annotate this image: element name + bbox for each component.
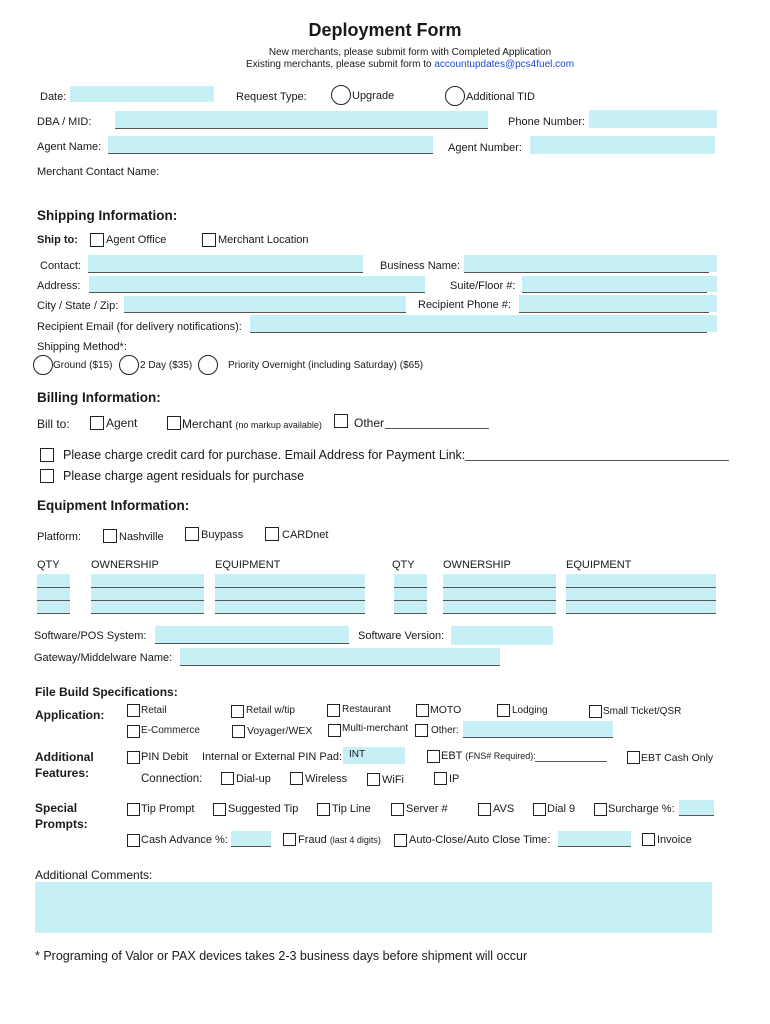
bill-agent-checkbox[interactable] bbox=[90, 416, 104, 430]
merchant-location-checkbox[interactable] bbox=[202, 233, 216, 247]
fraud-text: Fraud bbox=[298, 834, 327, 846]
application-label: Application: bbox=[35, 708, 105, 722]
fraud-label bbox=[298, 834, 381, 846]
agent-residuals-checkbox[interactable] bbox=[40, 469, 54, 483]
phone-number-field[interactable] bbox=[589, 110, 717, 128]
bill-merchant-checkbox[interactable] bbox=[167, 416, 181, 430]
ebt-cash-only-checkbox[interactable] bbox=[627, 751, 640, 764]
grid-line bbox=[215, 587, 365, 588]
small-ticket-checkbox[interactable] bbox=[589, 705, 602, 718]
merchant-contact-label: Merchant Contact Name: bbox=[37, 166, 160, 178]
wifi-label: WiFi bbox=[382, 774, 404, 786]
dba-mid-label: DBA / MID: bbox=[37, 116, 92, 128]
software-version-label: Software Version: bbox=[358, 630, 445, 642]
contact-label: Contact: bbox=[40, 260, 81, 272]
shipping-method-label: Shipping Method*: bbox=[37, 341, 127, 353]
upgrade-label: Upgrade bbox=[352, 90, 395, 102]
grid-line bbox=[91, 600, 204, 601]
additional-tid-label: Additional TID bbox=[466, 91, 535, 103]
grid-line bbox=[394, 600, 427, 601]
grid-line bbox=[394, 587, 427, 588]
retail-tip-checkbox[interactable] bbox=[231, 705, 244, 718]
right-qty-field[interactable] bbox=[394, 574, 427, 614]
nashville-checkbox[interactable] bbox=[103, 529, 117, 543]
moto-checkbox[interactable] bbox=[416, 704, 429, 717]
grid-line bbox=[566, 600, 716, 601]
ground-label: Ground ($15) bbox=[53, 360, 113, 371]
ebt-fns-underline[interactable] bbox=[535, 761, 607, 762]
priority-overnight-radio[interactable] bbox=[198, 355, 218, 375]
suite-floor-underline bbox=[522, 292, 707, 293]
cash-advance-field[interactable] bbox=[231, 831, 271, 846]
recipient-phone-field[interactable] bbox=[519, 295, 717, 312]
invoice-checkbox[interactable] bbox=[642, 833, 655, 846]
multi-merchant-label: Multi-merchant bbox=[342, 723, 409, 734]
city-state-zip-label: City / State / Zip: bbox=[37, 300, 119, 312]
additional-comments-label: Additional Comments: bbox=[35, 868, 153, 882]
ground-radio[interactable] bbox=[33, 355, 53, 375]
grid-line bbox=[394, 613, 427, 614]
credit-card-checkbox[interactable] bbox=[40, 448, 54, 462]
grid-line bbox=[37, 600, 70, 601]
right-ownership-field[interactable] bbox=[443, 574, 556, 614]
dialup-label: Dial-up bbox=[236, 773, 271, 785]
two-day-radio[interactable] bbox=[119, 355, 139, 375]
city-state-zip-field[interactable] bbox=[124, 296, 406, 312]
billing-heading: Billing Information: bbox=[37, 390, 161, 405]
left-equipment-field[interactable] bbox=[215, 574, 365, 614]
cash-advance-underline bbox=[231, 846, 271, 847]
cash-advance-label: Cash Advance %: bbox=[141, 834, 228, 846]
contact-field[interactable] bbox=[88, 255, 363, 272]
agent-residuals-label: Please charge agent residuals for purchase bbox=[63, 469, 305, 483]
file-build-heading: File Build Specifications: bbox=[35, 685, 178, 699]
suite-floor-label: Suite/Floor #: bbox=[450, 280, 516, 292]
left-equipment-header: EQUIPMENT bbox=[215, 559, 281, 571]
avs-label: AVS bbox=[493, 803, 515, 815]
recipient-phone-underline bbox=[519, 312, 709, 313]
left-qty-header: QTY bbox=[37, 559, 60, 571]
wireless-label: Wireless bbox=[305, 773, 348, 785]
tip-prompt-label: Tip Prompt bbox=[141, 803, 195, 815]
software-pos-label: Software/POS System: bbox=[34, 630, 147, 642]
left-ownership-field[interactable] bbox=[91, 574, 204, 614]
invoice-label: Invoice bbox=[657, 834, 692, 846]
tip-line-label: Tip Line bbox=[332, 803, 371, 815]
right-equipment-header: EQUIPMENT bbox=[566, 559, 632, 571]
pin-pad-label: Internal or External PIN Pad: bbox=[202, 751, 343, 763]
suite-floor-field[interactable] bbox=[522, 276, 717, 292]
cardnet-label: CARDnet bbox=[282, 529, 329, 541]
moto-label: MOTO bbox=[430, 704, 462, 716]
agent-name-underline bbox=[108, 153, 433, 154]
lodging-checkbox[interactable] bbox=[497, 704, 510, 717]
grid-line bbox=[566, 613, 716, 614]
voyager-label: Voyager/WEX bbox=[247, 725, 313, 737]
other-app-underline bbox=[463, 737, 613, 738]
cash-advance-checkbox[interactable] bbox=[127, 834, 140, 847]
priority-overnight-label: Priority Overnight (including Saturday) ($65) bbox=[228, 360, 424, 371]
pin-debit-checkbox[interactable] bbox=[127, 751, 140, 764]
suggested-tip-label: Suggested Tip bbox=[228, 803, 299, 815]
email-link[interactable]: accountupdates@pcs4fuel.com bbox=[434, 59, 575, 70]
business-name-field[interactable] bbox=[464, 255, 717, 272]
recipient-phone-label: Recipient Phone #: bbox=[418, 299, 511, 311]
ebt-label bbox=[441, 750, 536, 762]
buypass-checkbox[interactable] bbox=[185, 527, 199, 541]
recipient-email-underline bbox=[250, 332, 707, 333]
fraud-note: (last 4 digits) bbox=[329, 835, 381, 845]
special-prompts-label-1: Special bbox=[35, 801, 78, 815]
phone-number-label: Phone Number: bbox=[508, 116, 586, 128]
suggested-tip-checkbox[interactable] bbox=[213, 803, 226, 816]
ship-to-label: Ship to: bbox=[37, 234, 78, 246]
special-prompts-label-2: Prompts: bbox=[35, 817, 88, 831]
footer-note: * Programing of Valor or PAX devices takes 2-3 business days before shipment will occur bbox=[35, 949, 528, 963]
page-title: Deployment Form bbox=[308, 20, 462, 40]
upgrade-radio[interactable] bbox=[331, 85, 351, 105]
recipient-email-field[interactable] bbox=[250, 315, 717, 332]
server-checkbox[interactable] bbox=[391, 803, 404, 816]
bill-other-label: Other bbox=[354, 416, 385, 430]
surcharge-checkbox[interactable] bbox=[594, 803, 607, 816]
retail-tip-label: Retail w/tip bbox=[246, 705, 295, 716]
header-line-1: New merchants, please submit form with Completed Application bbox=[268, 47, 552, 58]
left-qty-field[interactable] bbox=[37, 574, 70, 614]
right-equipment-field[interactable] bbox=[566, 574, 716, 614]
bill-other-underline[interactable] bbox=[385, 428, 489, 429]
contact-underline bbox=[88, 272, 363, 273]
agent-name-field[interactable] bbox=[108, 136, 433, 153]
grid-line bbox=[443, 613, 556, 614]
auto-close-field[interactable] bbox=[558, 831, 631, 846]
equipment-heading: Equipment Information: bbox=[37, 498, 190, 513]
avs-checkbox[interactable] bbox=[478, 803, 491, 816]
dba-mid-field[interactable] bbox=[115, 111, 488, 128]
agent-number-field[interactable] bbox=[530, 136, 715, 154]
bill-merchant-note: (no markup available) bbox=[235, 420, 322, 430]
gateway-label: Gateway/Middelware Name: bbox=[34, 652, 173, 664]
bill-merchant-text: Merchant bbox=[182, 417, 233, 431]
other-app-field[interactable] bbox=[463, 721, 613, 737]
grid-line bbox=[215, 600, 365, 601]
pin-pad-field[interactable] bbox=[343, 747, 405, 764]
date-label: Date: bbox=[40, 91, 67, 103]
header-line-2 bbox=[0, 59, 770, 70]
ebt-text: EBT bbox=[441, 750, 463, 762]
multi-merchant-checkbox[interactable] bbox=[328, 724, 341, 737]
business-name-underline bbox=[464, 272, 709, 273]
gateway-field[interactable] bbox=[180, 648, 500, 665]
ecommerce-checkbox[interactable] bbox=[127, 725, 140, 738]
agent-name-label: Agent Name: bbox=[37, 141, 102, 153]
payment-email-underline[interactable] bbox=[465, 460, 729, 461]
dba-mid-underline bbox=[115, 128, 488, 129]
request-type-label: Request Type: bbox=[236, 91, 307, 103]
software-version-field[interactable] bbox=[451, 626, 553, 645]
auto-close-label: Auto-Close/Auto Close Time: bbox=[409, 834, 551, 846]
retail-label: Retail bbox=[141, 705, 167, 716]
grid-line bbox=[37, 587, 70, 588]
bill-to-label: Bill to: bbox=[37, 417, 70, 431]
ecommerce-label: E-Commerce bbox=[141, 725, 200, 736]
connection-label: Connection: bbox=[141, 773, 203, 785]
surcharge-underline bbox=[679, 815, 714, 816]
surcharge-label: Surcharge %: bbox=[608, 803, 675, 815]
gateway-underline bbox=[180, 665, 500, 666]
right-ownership-header: OWNERSHIP bbox=[443, 559, 511, 571]
platform-label: Platform: bbox=[37, 531, 82, 543]
ebt-note: (FNS# Required): bbox=[465, 751, 536, 761]
software-pos-field[interactable] bbox=[155, 626, 349, 643]
dial9-label: Dial 9 bbox=[547, 803, 576, 815]
additional-comments-field[interactable] bbox=[35, 882, 712, 933]
auto-close-underline bbox=[558, 846, 631, 847]
surcharge-field[interactable] bbox=[679, 800, 714, 815]
credit-card-label: Please charge credit card for purchase. Email Address for Payment Link: bbox=[63, 448, 466, 462]
dial9-checkbox[interactable] bbox=[533, 803, 546, 816]
left-ownership-header: OWNERSHIP bbox=[91, 559, 159, 571]
other-app-checkbox[interactable] bbox=[415, 724, 428, 737]
pin-pad-value: INT bbox=[349, 749, 366, 760]
ip-checkbox[interactable] bbox=[434, 772, 447, 785]
grid-line bbox=[91, 613, 204, 614]
additional-tid-radio[interactable] bbox=[445, 86, 465, 106]
dialup-checkbox[interactable] bbox=[221, 772, 234, 785]
tip-prompt-checkbox[interactable] bbox=[127, 803, 140, 816]
wireless-checkbox[interactable] bbox=[290, 772, 303, 785]
cardnet-checkbox[interactable] bbox=[265, 527, 279, 541]
bill-agent-label: Agent bbox=[106, 416, 138, 430]
business-name-label: Business Name: bbox=[380, 260, 461, 272]
ebt-cash-only-label: EBT Cash Only bbox=[641, 752, 714, 764]
agent-office-checkbox[interactable] bbox=[90, 233, 104, 247]
lodging-label: Lodging bbox=[512, 705, 548, 716]
grid-line bbox=[37, 613, 70, 614]
right-qty-header: QTY bbox=[392, 559, 415, 571]
address-label: Address: bbox=[37, 280, 81, 292]
grid-line bbox=[215, 613, 365, 614]
shipping-heading: Shipping Information: bbox=[37, 208, 178, 223]
bill-other-checkbox[interactable] bbox=[334, 414, 348, 428]
agent-number-label: Agent Number: bbox=[448, 142, 522, 154]
buypass-label: Buypass bbox=[201, 529, 244, 541]
additional-features-label-1: Additional bbox=[35, 750, 94, 764]
auto-close-checkbox[interactable] bbox=[394, 834, 407, 847]
tip-line-checkbox[interactable] bbox=[317, 803, 330, 816]
two-day-label: 2 Day ($35) bbox=[140, 360, 193, 371]
small-ticket-label: Small Ticket/QSR bbox=[603, 706, 682, 717]
city-state-zip-underline bbox=[124, 312, 406, 313]
date-field[interactable] bbox=[70, 86, 214, 102]
bill-merchant-label bbox=[182, 417, 322, 431]
other-app-label: Other: bbox=[431, 725, 459, 736]
merchant-location-label: Merchant Location bbox=[218, 234, 309, 246]
software-pos-underline bbox=[155, 643, 349, 644]
grid-line bbox=[91, 587, 204, 588]
ebt-checkbox[interactable] bbox=[427, 750, 440, 763]
nashville-label: Nashville bbox=[119, 531, 164, 543]
pin-debit-label: PIN Debit bbox=[141, 751, 189, 763]
retail-checkbox[interactable] bbox=[127, 704, 140, 717]
ip-label: IP bbox=[449, 773, 460, 785]
header-line-2-prefix: Existing merchants, please submit form to bbox=[245, 59, 435, 70]
grid-line bbox=[443, 600, 556, 601]
agent-office-label: Agent Office bbox=[106, 234, 167, 246]
restaurant-label: Restaurant bbox=[342, 704, 391, 715]
grid-line bbox=[443, 587, 556, 588]
voyager-checkbox[interactable] bbox=[232, 725, 245, 738]
additional-features-label-2: Features: bbox=[35, 766, 90, 780]
fraud-checkbox[interactable] bbox=[283, 833, 296, 846]
restaurant-checkbox[interactable] bbox=[327, 704, 340, 717]
wifi-checkbox[interactable] bbox=[367, 773, 380, 786]
address-field[interactable] bbox=[89, 276, 425, 292]
server-label: Server # bbox=[406, 803, 448, 815]
grid-line bbox=[566, 587, 716, 588]
recipient-email-label: Recipient Email (for delivery notifications): bbox=[37, 321, 242, 333]
address-underline bbox=[89, 292, 425, 293]
